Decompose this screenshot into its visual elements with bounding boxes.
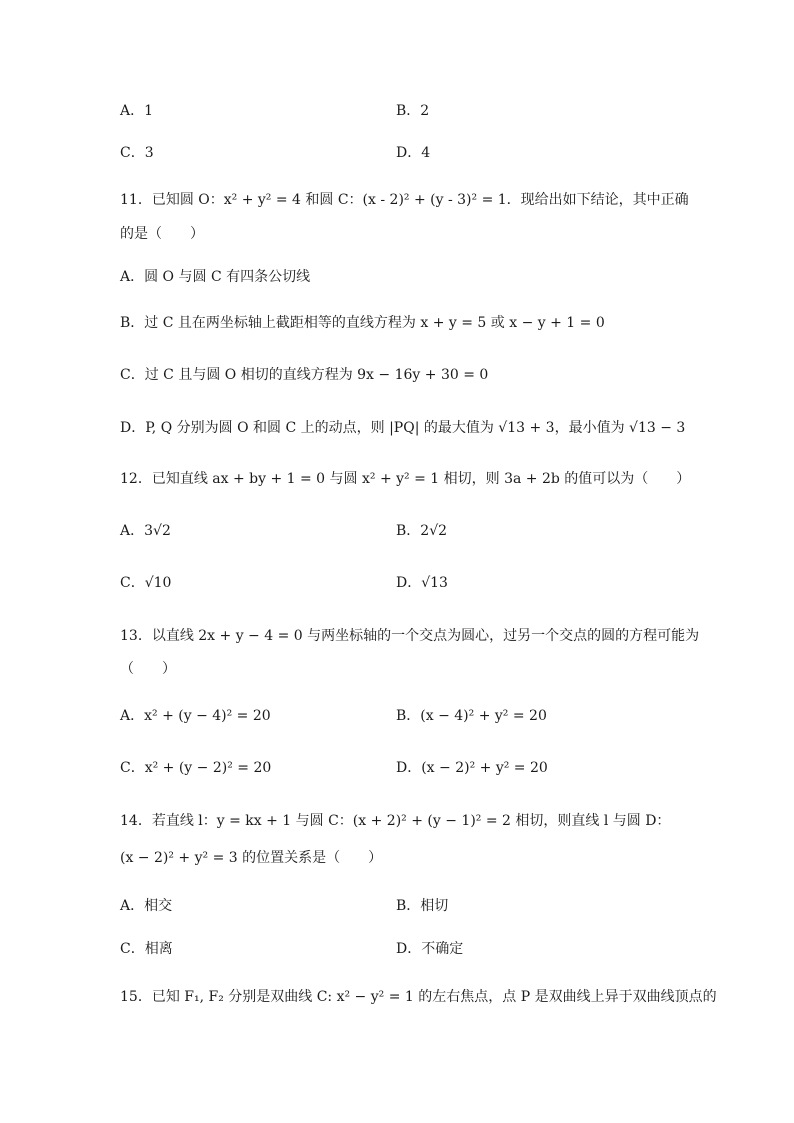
q14-option-b: B．相切 xyxy=(396,898,449,914)
q14-option-a: A．相交 xyxy=(120,898,173,914)
q11-option-a: A．圆 O 与圆 C 有四条公切线 xyxy=(120,269,311,285)
q10-option-c: C．3 xyxy=(120,145,154,161)
q13-option-b: B．(x − 4)² + y² = 20 xyxy=(396,708,547,724)
q10-option-d: D．4 xyxy=(396,145,431,161)
q14-option-d: D．不确定 xyxy=(396,941,464,957)
q12-option-b: B．2√2 xyxy=(396,523,448,539)
q14-stem-line2: (x − 2)² + y² = 3 的位置关系是（ ） xyxy=(120,850,383,866)
q13-option-d: D．(x − 2)² + y² = 20 xyxy=(396,760,548,776)
q12-option-d: D．√13 xyxy=(396,575,448,591)
q14-stem-line1: 14．若直线 l：y = kx + 1 与圆 C：(x + 2)² + (y − 1)² = 2 相切，则直线 l 与圆 D： xyxy=(120,813,671,829)
q11-stem-line2: 的是（ ） xyxy=(120,226,204,242)
q11-option-d: D．P, Q 分别为圆 O 和圆 C 上的动点，则 |PQ| 的最大值为 √13 + 3，最小值为 √13 − 3 xyxy=(120,420,686,436)
q13-option-c: C．x² + (y − 2)² = 20 xyxy=(120,760,272,776)
q13-option-a: A．x² + (y − 4)² = 20 xyxy=(120,708,271,724)
q10-option-b: B．2 xyxy=(396,103,430,119)
q12-option-c: C．√10 xyxy=(120,575,172,591)
q11-option-b: B．过 C 且在两坐标轴上截距相等的直线方程为 x + y = 5 或 x − y + 1 = 0 xyxy=(120,315,605,331)
q13-stem-line2: （ ） xyxy=(120,661,176,677)
q12-stem: 12．已知直线 ax + by + 1 = 0 与圆 x² + y² = 1 相切，则 3a + 2b 的值可以为（ ） xyxy=(120,471,691,487)
q13-stem-line1: 13．以直线 2x + y − 4 = 0 与两坐标轴的一个交点为圆心，过另一个交点的圆的方程可能为 xyxy=(120,628,700,644)
q11-stem-line1: 11．已知圆 O：x² + y² = 4 和圆 C：(x - 2)² + (y - 3)² = 1．现给出如下结论，其中正确 xyxy=(120,192,689,208)
q10-option-a: A．1 xyxy=(120,103,154,119)
q15-stem-line1: 15．已知 F₁, F₂ 分别是双曲线 C: x² − y² = 1 的左右焦点，点 P 是双曲线上异于双曲线顶点的 xyxy=(120,989,717,1005)
q11-option-c: C．过 C 且与圆 O 相切的直线方程为 9x − 16y + 30 = 0 xyxy=(120,367,489,383)
q12-option-a: A．3√2 xyxy=(120,523,171,539)
q14-option-c: C．相离 xyxy=(120,941,173,957)
